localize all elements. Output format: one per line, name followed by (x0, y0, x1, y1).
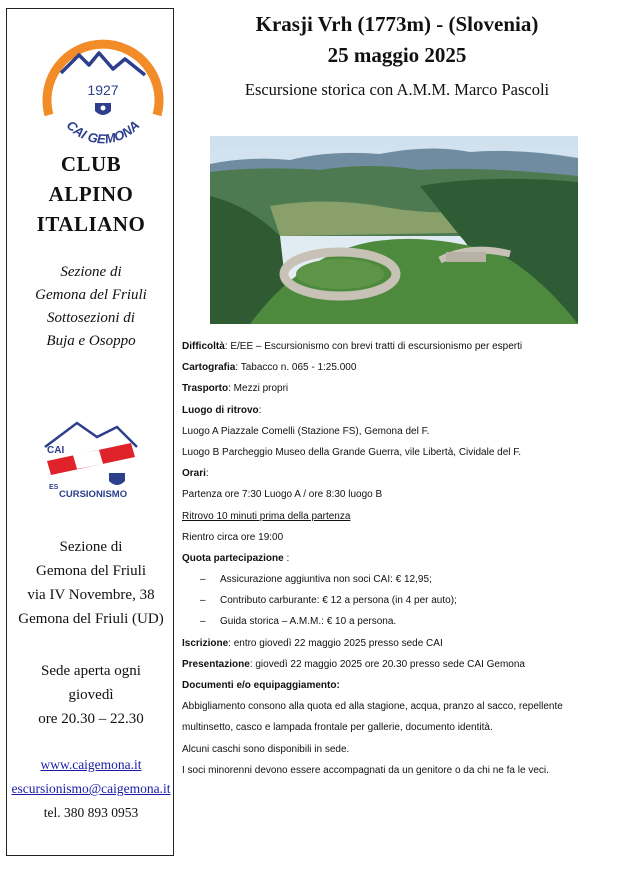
esc-logo-cai: CAI (47, 445, 65, 456)
event-subtitle: Escursione storica con A.M.M. Marco Pascoli (244, 80, 550, 99)
club-line-3: ITALIANO (36, 212, 146, 236)
opening-line-2: giovedì (68, 687, 114, 703)
return-time: Rientro circa ore 19:00 (182, 531, 284, 543)
cai-emblem-icon (95, 103, 111, 115)
map-value: : Tabacco n. 065 - 1:25.000 (235, 362, 357, 374)
section-line-3: Sottosezioni di (47, 310, 135, 326)
times-colon: : (205, 468, 209, 480)
fee-item: – Assicurazione aggiuntiva non soci CAI: € 12,95; (200, 574, 432, 586)
meeting-colon: : (258, 404, 262, 416)
escursionismo-logo (37, 413, 147, 509)
sidebar (6, 8, 174, 856)
esc-logo-text: CURSIONISMO (59, 489, 128, 500)
phone-number: tel. 380 893 0953 (43, 805, 139, 820)
departure: Partenza ore 7:30 Luogo A / ore 8:30 luogo B (182, 489, 383, 501)
helmets-note: Alcuni caschi sono disponibili in sede. (182, 743, 350, 755)
opening-line-3: ore 20.30 – 22.30 (38, 711, 144, 727)
address-line-1: Sezione di (59, 539, 123, 555)
opening-line-1: Sede aperta ogni (41, 663, 141, 679)
minors-note: I soci minorenni devono essere accompagnati da un genitore o da chi ne fa le veci. (182, 764, 549, 776)
times-row (182, 463, 612, 484)
event-date: 25 maggio 2025 (327, 43, 467, 67)
fee-item: – Guida storica – A.M.M.: € 10 a persona. (200, 616, 397, 628)
meeting-b: Luogo B Parcheggio Museo della Grande Guerra, vile Libertà, Cividale del F. (182, 446, 522, 458)
equipment-line-1: Abbigliamento consono alla quota ed alla stagione, acqua, pranzo al sacco, repellente (182, 701, 563, 713)
meetup-note: Ritrovo 10 minuti prima della partenza (182, 510, 351, 522)
section-line-1: Sezione di (60, 264, 122, 280)
difficulty-value: : E/EE – Escursionismo con brevi tratti di escursionismo per esperti (224, 341, 523, 352)
presentation-label: Presentazione (182, 658, 250, 670)
registration-label: Iscrizione (182, 637, 229, 649)
section-line-4: Buja e Osoppo (46, 333, 136, 349)
map-row (182, 357, 612, 378)
meeting-label: Luogo di ritrovo (182, 404, 259, 416)
esc-logo-es: ES (49, 484, 59, 491)
transport-row (182, 378, 612, 399)
event-details (182, 336, 612, 781)
transport-label: Trasporto (182, 383, 229, 395)
address-line-3: via IV Novembre, 38 (27, 587, 155, 603)
meeting-row (182, 400, 612, 421)
fee-label: Quota partecipazione (182, 552, 284, 564)
difficulty-row (182, 336, 612, 357)
address-line-2: Gemona del Friuli (36, 563, 146, 579)
section-line-2: Gemona del Friuli (35, 287, 147, 303)
map-label: Cartografia (182, 362, 236, 374)
registration-value: : entro giovedì 22 maggio 2025 presso sede CAI (228, 637, 443, 649)
equipment-line-2: multinsetto, casco e lampada frontale per gallerie, documento identità. (182, 722, 493, 734)
cai-gemona-logo (39, 23, 167, 151)
page-title: Krasji Vrh (1773m) - (Slovenia) (255, 12, 539, 36)
registration-row (182, 633, 612, 654)
difficulty-label: Difficoltà (182, 341, 225, 352)
fee-row (182, 548, 612, 569)
logo-year: 1927 (87, 82, 119, 98)
presentation-row (182, 654, 612, 675)
logo-name: CAI GEMONA (63, 117, 143, 147)
svg-text:CAI GEMONA (64, 117, 143, 146)
times-label: Orari (182, 468, 206, 480)
website-link[interactable]: www.caigemona.it (40, 757, 142, 772)
fee-item: – Contributo carburante: € 12 a persona (in 4 per auto); (200, 595, 457, 607)
presentation-value: : giovedì 22 maggio 2025 ore 20.30 presso sede CAI Gemona (249, 658, 525, 670)
club-line-1: CLUB (60, 152, 122, 176)
email-link[interactable]: escursionismo@caigemona.it (11, 781, 171, 796)
transport-value: : Mezzi propri (228, 383, 289, 395)
equipment-label: Documenti e/o equipaggiamento: (182, 680, 340, 691)
meeting-a: Luogo A Piazzale Comelli (Stazione FS), Gemona del F. (182, 425, 430, 437)
fee-colon: : (283, 552, 290, 564)
address-line-4: Gemona del Friuli (UD) (18, 611, 164, 627)
mountain-photo (210, 136, 578, 324)
club-line-2: ALPINO (48, 182, 134, 206)
